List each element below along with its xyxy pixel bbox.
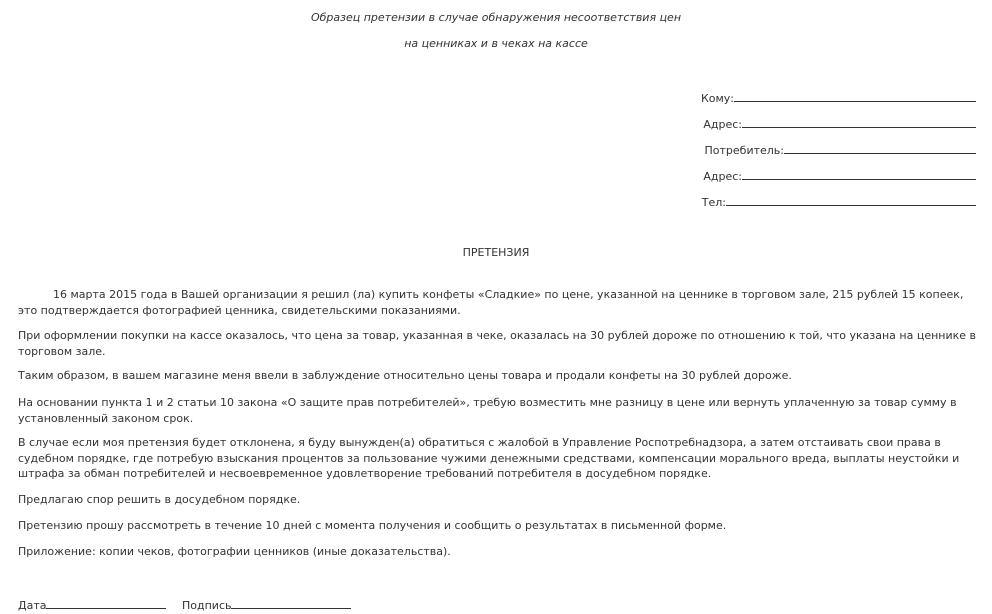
phone-label: Тел: bbox=[701, 196, 726, 209]
paragraph-pretrial: Предлагаю спор решить в досудебном порядке. bbox=[18, 493, 301, 506]
paragraph-deadline: Претензию прошу рассмотреть в течение 10 дней с момента получения и сообщить о результатах в письменной форме. bbox=[18, 519, 727, 532]
paragraph-escalation: В случае если моя претензия будет отклонена, я буду вынужден(а) обратиться с жалобой в Управление Роспотребнадзора, а затем отстаивать свои права в судебном порядке, где потребую взыскания процентов за пользование чужими денежными средствами, компенсации морального вреда, выплаты неустойки и штрафа за обман потребителей и несвоевременное удовлетворение требований потребителя в досудебном порядке. bbox=[18, 436, 960, 480]
paragraph-legal-basis: На основании пункта 1 и 2 статьи 10 закона «О защите прав потребителей», требую возместить мне разницу в цене или вернуть уплаченную за товар сумму в установленный законом срок. bbox=[18, 396, 957, 425]
sign-blank bbox=[231, 597, 351, 609]
addressee-address-line bbox=[703, 116, 976, 130]
consumer-address-blank bbox=[742, 168, 976, 180]
document-heading-line-2: на ценниках и в чеках на кассе bbox=[404, 37, 588, 50]
addressee-address-blank bbox=[742, 116, 976, 128]
paragraph-misled: Таким образом, в вашем магазине меня ввели в заблуждение относительно цены товара и продали конфеты на 30 рублей дороже. bbox=[18, 369, 792, 382]
consumer-address-label: Адрес: bbox=[703, 170, 742, 183]
claim-title: ПРЕТЕНЗИЯ bbox=[462, 246, 530, 259]
paragraph-checkout: При оформлении покупки на кассе оказалось, что цена за товар, указанная в чеке, оказалась на 30 рублей дороже по отношению к той, что указана на ценнике в торговом зале. bbox=[18, 329, 977, 358]
addressee-to-blank bbox=[734, 90, 976, 102]
consumer-blank bbox=[784, 142, 976, 154]
document-heading-line-1: Образец претензии в случае обнаружения несоответствия цен bbox=[310, 11, 682, 24]
paragraph-attachment: Приложение: копии чеков, фотографии ценников (иные доказательства). bbox=[18, 545, 451, 558]
phone-line bbox=[702, 194, 976, 208]
sign-label: Подпись bbox=[182, 599, 232, 612]
date-blank bbox=[46, 597, 166, 609]
consumer-address-line bbox=[703, 168, 976, 182]
addressee-to-label: Кому: bbox=[700, 92, 734, 105]
consumer-label: Потребитель: bbox=[704, 144, 784, 157]
consumer-line bbox=[705, 142, 977, 156]
phone-blank bbox=[726, 194, 976, 206]
date-signature-field bbox=[18, 597, 166, 611]
date-label: Дата bbox=[18, 599, 47, 612]
addressee-address-label: Адрес: bbox=[703, 118, 742, 131]
paragraph-purchase: 16 марта 2015 года в Вашей организации я решил (ла) купить конфеты «Сладкие» по цене, указанной на ценнике в торговом зале, 215 рублей 15 копеек, это подтверждается фотографией ценника, свидетельскими показаниями. bbox=[18, 288, 964, 317]
sign-signature-field bbox=[182, 597, 351, 611]
addressee-to-line bbox=[701, 90, 976, 104]
